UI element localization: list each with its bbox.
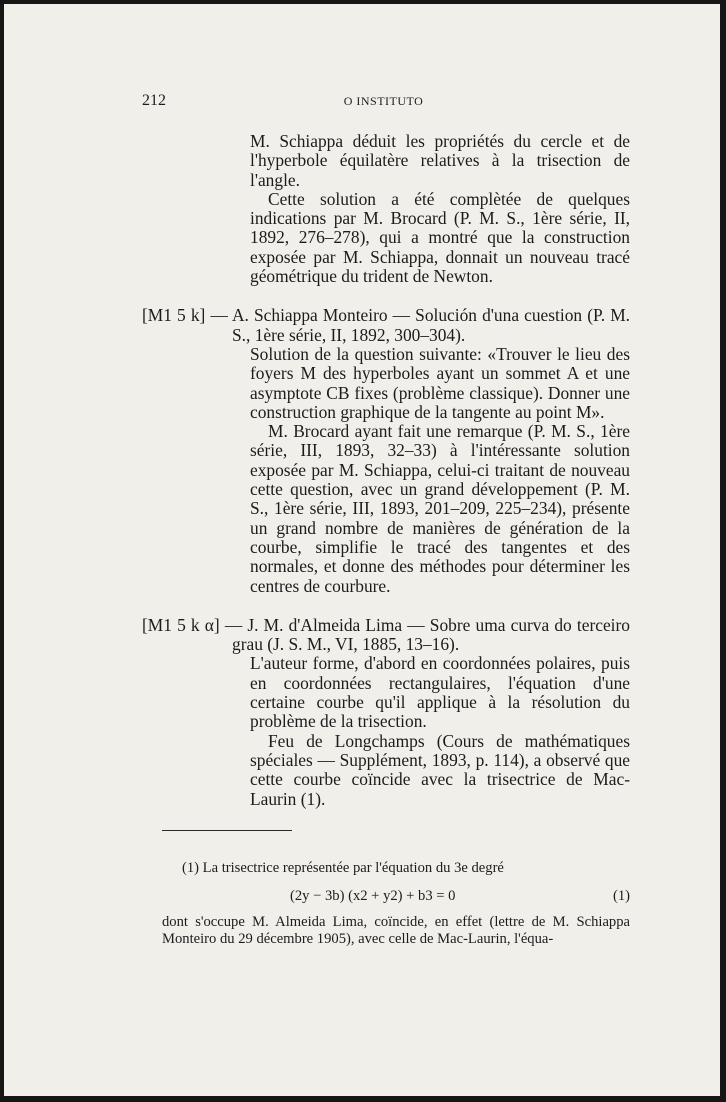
running-title: O INSTITUTO	[343, 94, 424, 108]
equation-expression: (2y − 3b) (x2 + y2) + b3 = 0	[290, 887, 456, 904]
footnote-line-2: dont s'occupe M. Almeida Lima, coïncide, en effet (lettre de M. Schiappa Monteiro du 29 décembre 1905), avec celle de Mac-Laurin, l'équa-	[162, 913, 630, 947]
page-body	[142, 132, 630, 809]
page-header	[142, 92, 625, 114]
intro-paragraph-1: M. Schiappa déduit les propriétés du cercle et de l'hyperbole équilatère relatives à la trisection de l'angle.	[250, 131, 630, 190]
entry-schiappa	[142, 306, 630, 595]
entry-2-paragraph-2: Feu de Longchamps (Cours de mathématiques spéciales — Supplément, 1893, p. 114), a observé que cette courbe coïncide avec la trisectrice de Mac-Laurin (1).	[250, 730, 630, 809]
scanned-page	[4, 4, 720, 1096]
entry-1-paragraph-2: M. Brocard ayant fait une remarque (P. M. S., 1ère série, III, 1893, 32–33) à l'intéressante solution exposée par M. Schiappa, celui-ci traitant de nouveau cette question, avec un grand développement (P. M. S., 1ère série, III, 1893, 201–209, 225–234), présente un grand nombre de manières de génération de la courbe, simplifie le tracé des tangentes et des normales, et donne des méthodes pour déterminer les centres de courbure.	[250, 421, 630, 596]
entry-2-text	[142, 654, 630, 808]
entry-2-paragraph-1: L'auteur forme, d'abord en coordonnées polaires, puis en coordonnées rectangulaires, l'équation d'une certaine courbe qu'il applique à la résolution du problème de la trisection.	[250, 653, 630, 732]
entry-1-text	[142, 345, 630, 596]
intro-paragraph-2: Cette solution a été complètée de quelques indications par M. Brocard (P. M. S., 1ère série, II, 1892, 276–278), qui a montré que la construction exposée par M. Schiappa, donnait un nouveau tracé géométrique du trident de Newton.	[250, 188, 630, 287]
intro-section	[142, 132, 630, 286]
entry-1-reference: [M1 5 k] — A. Schiappa Monteiro — Solución d'una cuestion (P. M. S., 1ère série, II, 1892, 300–304).	[142, 305, 630, 345]
entry-2-reference: [M1 5 k α] — J. M. d'Almeida Lima — Sobre uma curva do terceiro grau (J. S. M., VI, 1885, 13–16).	[142, 614, 630, 655]
entry-almeida-lima	[142, 616, 630, 809]
footnote-equation	[162, 888, 630, 907]
page-number: 212	[142, 92, 166, 109]
footnote	[162, 860, 630, 949]
equation-number: (1)	[612, 887, 630, 904]
entry-1-paragraph-1: Solution de la question suivante: «Trouver le lieu des foyers M des hyperboles ayant un sommet A et une asymptote CB fixes (problème classique). Donner une construction graphique de la tangente au point M».	[250, 343, 630, 422]
footnote-line-1: (1) La trisectrice représentée par l'équation du 3e degré	[182, 860, 504, 876]
footnote-rule	[162, 830, 292, 831]
